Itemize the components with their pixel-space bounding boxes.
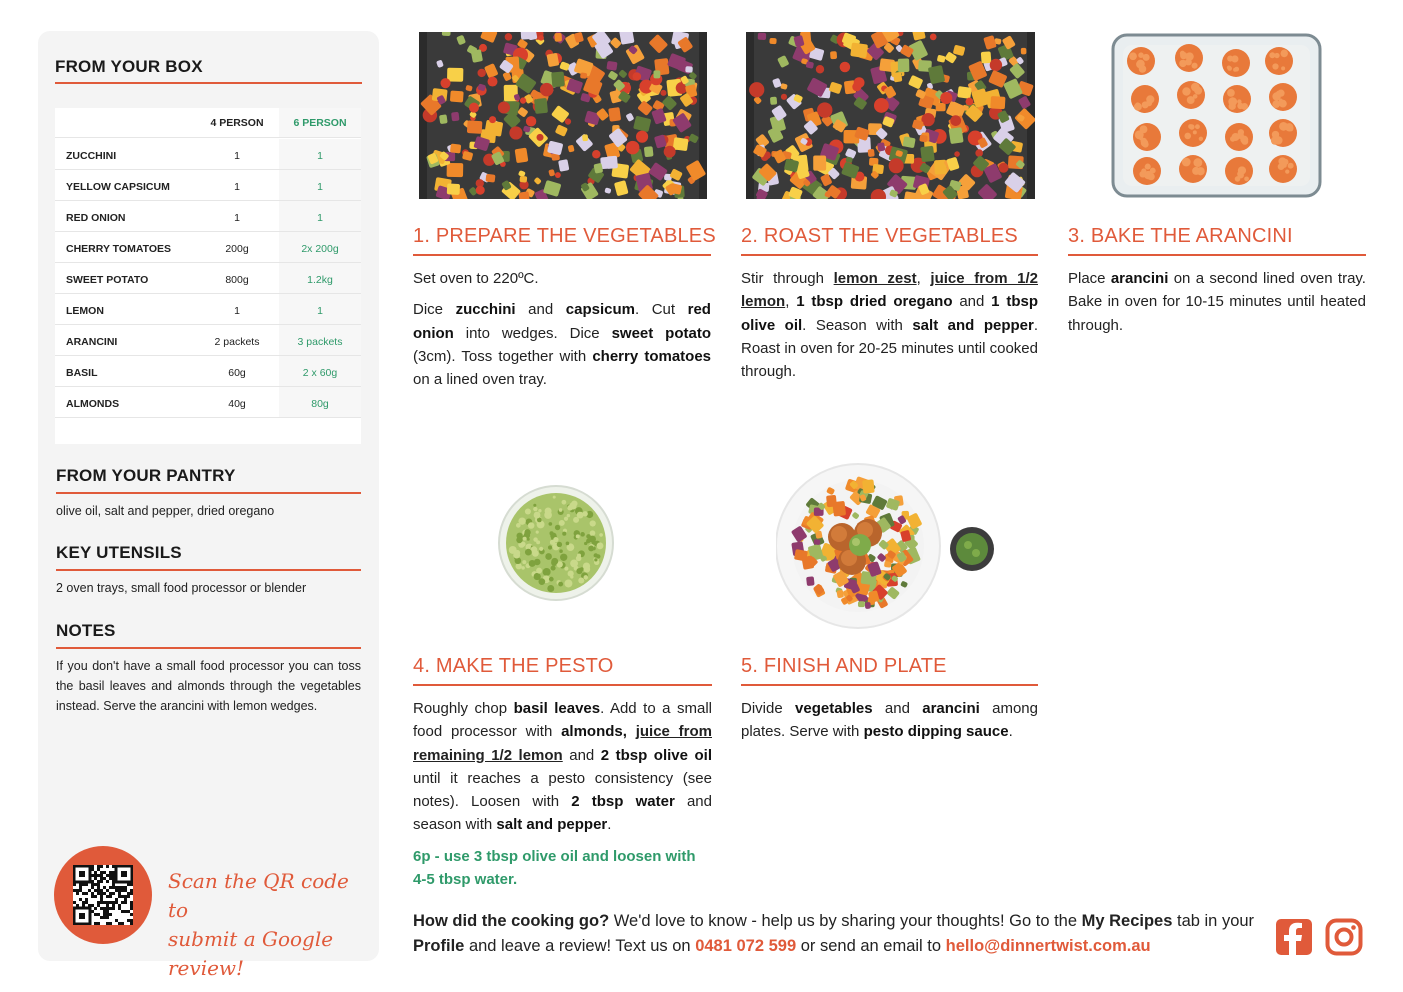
cell-p4: 1 — [234, 212, 240, 224]
pantry-text: olive oil, salt and pepper, dried oregano — [56, 503, 275, 518]
divider — [1068, 254, 1366, 256]
qr-code[interactable] — [73, 865, 133, 925]
qr-badge[interactable] — [54, 846, 152, 944]
table-row — [55, 139, 361, 170]
col-6-person: 6 PERSON — [293, 117, 347, 129]
step-2-title: 2. ROAST THE VEGETABLES — [741, 225, 1018, 247]
cell-p6: 1 — [317, 212, 323, 224]
phone-link[interactable]: 0481 072 599 — [695, 937, 797, 955]
step-5-body: Divide vegetables and arancini among plates. Serve with pesto dipping sauce. — [741, 700, 1038, 741]
cell-name: CHERRY TOMATOES — [66, 243, 172, 255]
divider — [55, 82, 362, 84]
cell-name: ZUCCHINI — [66, 150, 117, 162]
step-4-title: 4. MAKE THE PESTO — [413, 655, 614, 677]
cell-p6: 1 — [317, 305, 323, 317]
divider — [741, 684, 1038, 686]
divider — [56, 647, 361, 649]
cell-p6: 1 — [317, 181, 323, 193]
table-row — [55, 294, 361, 325]
cell-p6: 2x 200g — [301, 243, 339, 255]
notes-text: If you don't have a small food processor you can toss the basil leaves and almonds through the vegetables instead. Serve the arancini with lemon wedges. — [56, 658, 361, 713]
cell-p6: 2 x 60g — [302, 367, 338, 379]
divider — [413, 684, 712, 686]
cell-name: LEMON — [66, 305, 104, 317]
divider — [56, 492, 361, 494]
6-person-note: 6p - use 3 tbsp olive oil and loosen with 4-5 tbsp water. — [413, 847, 696, 889]
step-3-image — [1111, 33, 1322, 198]
step-5-title: 5. FINISH AND PLATE — [741, 655, 947, 677]
cell-p4: 1 — [234, 181, 240, 193]
step-1-title: 1. PREPARE THE VEGETABLES — [413, 225, 716, 247]
cell-name: YELLOW CAPSICUM — [66, 181, 170, 193]
table-row — [55, 170, 361, 201]
email-link[interactable]: hello@dinnertwist.com.au — [945, 937, 1151, 955]
cell-p4: 60g — [228, 367, 246, 379]
cell-name: SWEET POTATO — [66, 274, 149, 286]
sidebar-panel — [38, 31, 379, 980]
step-4-body: Roughly chop basil leaves. Add to a small food processor with almonds, juice from remaining 1/2 lemon and 2 tbsp olive oil until it reaches a pesto consistency (see notes). Loosen with 2 tbsp water and season with salt and pepper. 6p - use 3 tbsp olive oil and loosen with 4-5 tbsp water. — [413, 697, 712, 899]
table-row — [55, 201, 361, 232]
qr-call-to-action: Scan the QR code to submit a Google review! — [168, 869, 349, 980]
divider — [56, 569, 361, 571]
cell-name: BASIL — [66, 367, 98, 379]
step-5-image — [776, 463, 998, 629]
cell-p6: 1.2kg — [307, 274, 333, 286]
cell-p6: 80g — [311, 398, 329, 410]
instagram-icon[interactable] — [1325, 918, 1363, 956]
facebook-icon[interactable] — [1275, 918, 1313, 956]
cell-p4: 1 — [234, 150, 240, 162]
pantry-section — [56, 466, 361, 521]
notes-section — [56, 621, 361, 716]
divider — [741, 254, 1038, 256]
table-row — [55, 387, 361, 418]
step-4-image — [497, 484, 615, 602]
step-1-body: Set oven to 220ºC. Dice zucchini and capsicum. Cut red onion into wedges. Dice sweet potato (3cm). Toss together with cherry tomatoes on a lined oven tray. — [413, 270, 712, 389]
utensils-text: 2 oven trays, small food processor or blender — [56, 580, 307, 595]
cell-p4: 1 — [234, 305, 240, 317]
cell-p4: 800g — [225, 274, 249, 286]
feedback-footer: How did the cooking go? We'd love to know - help us by sharing your thoughts! Go to the My Recipes tab in your Profile and leave a review! Text us on 0481 072 599 or send an email to hello@dinnertwist.com.au — [413, 912, 1255, 955]
cell-p4: 200g — [225, 243, 249, 255]
cell-name: RED ONION — [66, 212, 126, 224]
step-3-body: Place arancini on a second lined oven tray. Bake in oven for 10-15 minutes until heated through. — [1068, 270, 1366, 334]
cell-name: ARANCINI — [66, 336, 118, 348]
utensils-section — [56, 543, 361, 598]
table-row — [55, 232, 361, 263]
pantry-title: FROM YOUR PANTRY — [56, 466, 236, 485]
cell-name: ALMONDS — [66, 398, 120, 410]
notes-title: NOTES — [56, 621, 116, 640]
cell-p4: 2 packets — [214, 336, 260, 348]
box-title: FROM YOUR BOX — [55, 57, 203, 76]
divider — [413, 254, 711, 256]
cell-p4: 40g — [228, 398, 246, 410]
step-2-image — [746, 32, 1035, 199]
table-row — [55, 356, 361, 387]
cell-p6: 1 — [317, 150, 323, 162]
qr-code-graphic — [73, 865, 133, 925]
table-row — [55, 263, 361, 294]
step-3-title: 3. BAKE THE ARANCINI — [1068, 225, 1293, 247]
step-2-body: Stir through lemon zest, juice from 1/2 lemon, 1 tbsp dried oregano and 1 tbsp olive oil. Season with salt and pepper. Roast in oven for 20-25 minutes until cooked through. — [741, 270, 1039, 381]
table-header — [55, 108, 361, 138]
cell-p6: 3 packets — [297, 336, 343, 348]
table-row — [55, 325, 361, 356]
step-1-image — [419, 32, 707, 199]
utensils-title: KEY UTENSILS — [56, 543, 182, 562]
col-4-person: 4 PERSON — [210, 117, 264, 129]
ingredients-table — [55, 108, 361, 444]
